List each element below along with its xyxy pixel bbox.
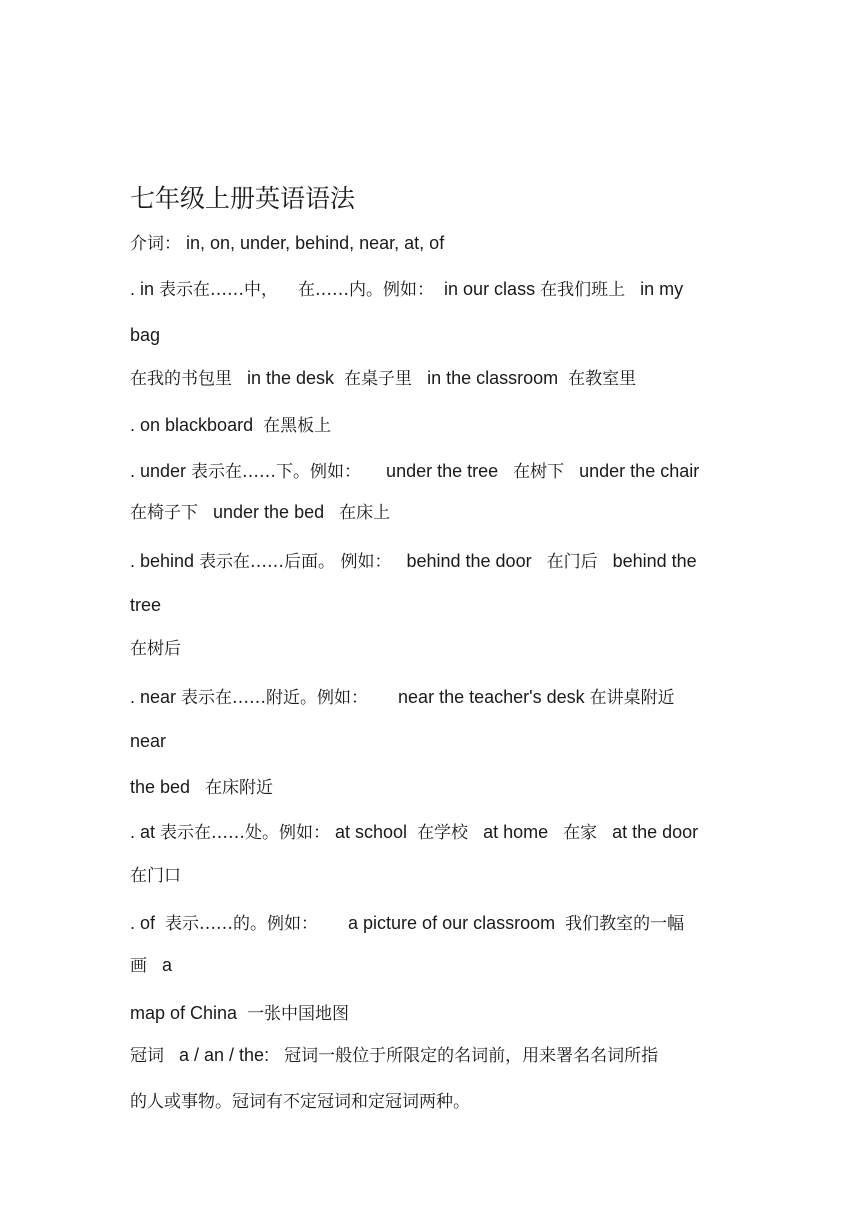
text-run: in our class [434, 279, 541, 299]
text-run: . under [130, 461, 192, 481]
text-line-17 [130, 953, 740, 978]
text-run: at the door [597, 822, 699, 842]
text-run: in, on, under, behind, near, at, of [181, 233, 445, 253]
text-line-12 [130, 729, 740, 753]
text-run: in the classroom [412, 368, 569, 388]
text-run: a picture of our classroom [318, 913, 566, 933]
text-run: 在家 [563, 823, 598, 843]
text-line-15 [130, 863, 740, 888]
text-run: in the desk [232, 368, 345, 388]
text-run: the bed [130, 777, 206, 797]
text-run: 表示在……下。例如： [191, 462, 362, 482]
text-run: 表示在……后面。 例如： [199, 552, 392, 572]
text-run [278, 279, 298, 299]
text-run: 在门口 [130, 866, 181, 886]
text-run: 在门后 [546, 552, 598, 572]
text-run: under the tree [361, 461, 514, 481]
text-run: bag [130, 325, 161, 345]
text-line-19 [130, 1043, 740, 1068]
text-line-4 [130, 366, 740, 391]
text-line-7 [130, 500, 740, 525]
text-line-14 [130, 820, 740, 845]
text-run: 在黑板上 [263, 416, 332, 436]
text-run: . in [130, 279, 160, 299]
text-run: 冠词 [130, 1046, 164, 1066]
text-line-20 [130, 1089, 740, 1114]
text-run: 表示在……处。例如： [160, 823, 331, 843]
text-run: map of China [130, 1003, 248, 1023]
text-line-18 [130, 1001, 740, 1026]
text-line-11 [130, 685, 740, 710]
text-run: under the bed [198, 502, 340, 522]
text-run: behind the [597, 551, 697, 571]
text-run: 我们教室的一幅 [565, 914, 685, 934]
text-run: 在桌子里 [344, 369, 413, 389]
text-run: 表示在……中， [159, 280, 279, 300]
text-line-9 [130, 593, 740, 617]
text-run: under the chair [564, 461, 700, 481]
text-run: 在讲桌附近 [589, 688, 675, 708]
text-run: . on blackboard [130, 415, 264, 435]
text-run: a / an / the: [164, 1045, 285, 1065]
text-run: . behind [130, 551, 200, 571]
text-run: 在我们班上 [540, 280, 626, 300]
text-run: 画 [130, 956, 147, 976]
text-line-3 [130, 323, 740, 347]
text-run: 冠词一般位于所限定的名词前，用来署名名词所指 [284, 1046, 659, 1066]
text-run: 在椅子下 [130, 503, 198, 523]
text-run: near [130, 731, 167, 751]
text-run: 的人或事物。冠词有不定冠词和定冠词两种。 [130, 1092, 470, 1112]
text-run: 在我的书包里 [130, 369, 232, 389]
text-line-6 [130, 459, 740, 484]
text-run: tree [130, 595, 162, 615]
text-run: 在树下 [513, 462, 565, 482]
text-run: near the teacher's desk [368, 687, 590, 707]
text-line-1 [130, 231, 740, 256]
text-run: . near [130, 687, 182, 707]
document-title: 七年级上册英语语法 [130, 184, 356, 213]
text-line-2 [130, 277, 740, 302]
text-run: . at [130, 822, 161, 842]
text-run: 表示……的。例如： [165, 914, 319, 934]
text-line-10 [130, 636, 740, 661]
text-run: 在床附近 [205, 778, 274, 798]
text-run: 介词： [130, 234, 181, 254]
text-run: 在……内。例如： [298, 280, 435, 300]
text-run: at home [468, 822, 564, 842]
text-run: in my [625, 279, 684, 299]
text-run: 在床上 [339, 503, 391, 523]
text-line-16 [130, 911, 740, 936]
text-line-13 [130, 775, 740, 800]
text-run: . of [130, 913, 166, 933]
text-run: 在学校 [417, 823, 469, 843]
text-line-5 [130, 413, 740, 438]
text-run: a [147, 955, 173, 975]
text-run: 一张中国地图 [247, 1004, 350, 1024]
text-run: 在教室里 [568, 369, 637, 389]
text-line-8 [130, 549, 740, 574]
text-run: behind the door [391, 551, 547, 571]
text-run: 在树后 [130, 639, 181, 659]
text-run: at school [330, 822, 418, 842]
text-run: 表示在……附近。例如： [181, 688, 369, 708]
